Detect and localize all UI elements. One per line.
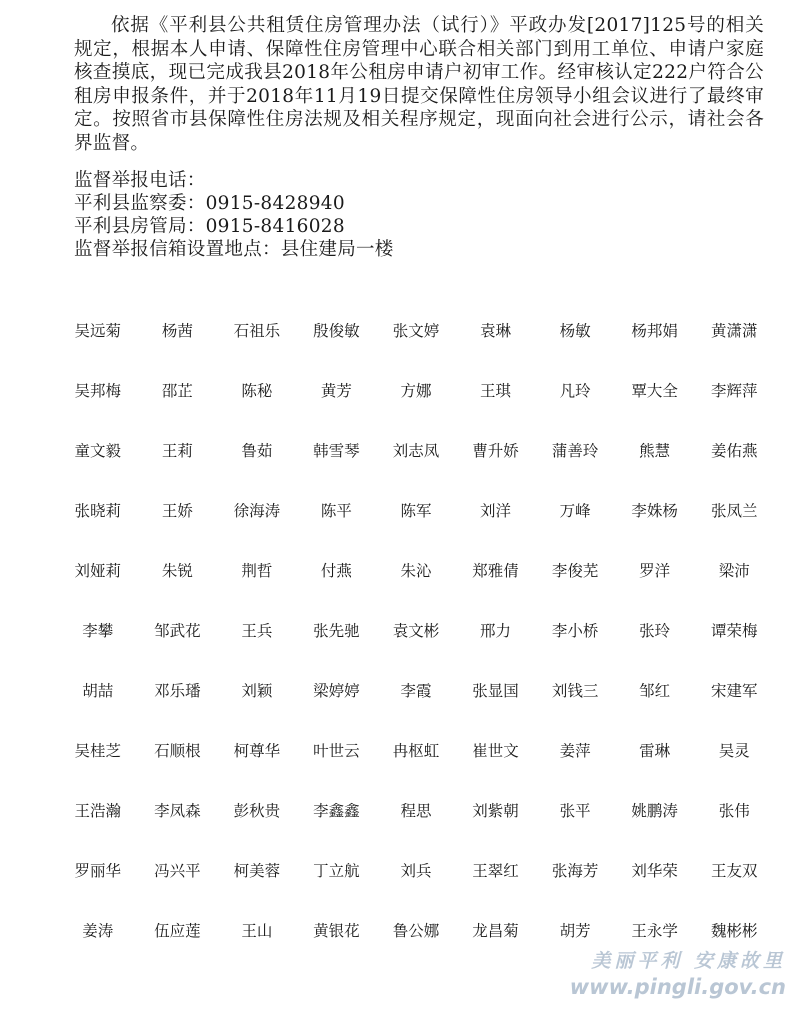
applicant-name: 李俊芜 (551, 562, 599, 580)
applicant-name: 柯尊华 (233, 742, 281, 760)
name-row (58, 673, 774, 733)
applicant-name: 张凤兰 (710, 502, 758, 520)
applicant-name: 李凤森 (154, 802, 201, 820)
applicant-name: 徐海涛 (233, 502, 281, 520)
applicant-name: 付燕 (320, 562, 352, 580)
applicant-name-grid (58, 313, 774, 973)
applicant-name: 梁婷婷 (313, 682, 360, 700)
applicant-name: 张显国 (472, 682, 519, 700)
applicant-name: 李辉萍 (710, 382, 758, 400)
watermark-url: www.pingli.gov.cn (569, 975, 786, 999)
applicant-name: 殷俊敏 (313, 322, 360, 340)
applicant-name: 胡喆 (82, 682, 114, 700)
applicant-name: 韩雪琴 (313, 442, 360, 460)
name-row (58, 373, 774, 433)
applicant-name: 罗洋 (639, 562, 671, 580)
watermark-slogan: 美丽平利 安康故里 (591, 950, 786, 972)
applicant-name: 王娇 (161, 502, 193, 520)
applicant-name: 袁琳 (480, 322, 512, 340)
applicant-name: 姚鹏涛 (631, 802, 678, 820)
applicant-name: 杨茜 (161, 322, 193, 340)
applicant-name: 张文婷 (392, 322, 440, 340)
applicant-name: 王浩瀚 (74, 802, 122, 820)
applicant-name: 胡芳 (559, 922, 591, 940)
applicant-name: 冉枢虹 (392, 742, 440, 760)
applicant-name: 崔世文 (472, 742, 519, 760)
applicant-name: 万峰 (559, 502, 591, 520)
applicant-name: 王友双 (710, 862, 758, 880)
applicant-name: 谭荣梅 (710, 622, 758, 640)
applicant-name: 王永学 (631, 922, 678, 940)
applicant-name: 陈平 (320, 502, 352, 520)
applicant-name: 郑雅倩 (472, 562, 519, 580)
applicant-name: 邹武花 (154, 622, 201, 640)
applicant-name: 刘兵 (400, 862, 432, 880)
applicant-name: 姜萍 (559, 742, 591, 760)
applicant-name: 丁立航 (313, 862, 360, 880)
applicant-name: 鲁茹 (241, 442, 273, 460)
applicant-name: 覃大全 (631, 382, 678, 400)
notice-paragraph: 依据《平利县公共租赁住房管理办法（试行）》平政办发[2017]125号的相关规定，根据本人申请、保障性住房管理中心联合相关部门到用工单位、申请户家庭核查摸底，现已完成我县2018年公租房申请户初审工作。经审核认定222户符合公租房申报条件，并于2018年11月19日提交保障性住房领导小组会议进行了最终审定。按照省市县保障性住房法规及相关程序规定，现面向社会进行公示，请社会各界监督。 (74, 15, 764, 154)
contact-section (74, 169, 394, 261)
applicant-name: 张晓莉 (74, 502, 122, 520)
name-row (58, 313, 774, 373)
applicant-name: 魏彬彬 (710, 922, 758, 940)
name-row (58, 553, 774, 613)
applicant-name: 黄芳 (320, 382, 352, 400)
applicant-name: 杨敏 (559, 322, 591, 340)
applicant-name: 杨邦娟 (631, 322, 678, 340)
applicant-name: 王莉 (161, 442, 193, 460)
jianchawei-phone: 平利县监察委：0915-8428940 (74, 193, 345, 214)
applicant-name: 刘颖 (241, 682, 273, 700)
applicant-name: 方娜 (400, 382, 432, 400)
applicant-name: 雷琳 (639, 742, 671, 760)
applicant-name: 凡玲 (559, 382, 591, 400)
name-row (58, 613, 774, 673)
applicant-name: 陈军 (400, 502, 432, 520)
applicant-name: 童文毅 (74, 442, 122, 460)
applicant-name: 鲁公娜 (392, 922, 440, 940)
applicant-name: 张海芳 (551, 862, 599, 880)
applicant-name: 刘钱三 (551, 682, 599, 700)
applicant-name: 刘娅莉 (74, 562, 122, 580)
applicant-name: 刘志凤 (392, 442, 440, 460)
applicant-name: 王兵 (241, 622, 273, 640)
applicant-name: 吴桂芝 (74, 742, 122, 760)
applicant-name: 张伟 (718, 802, 750, 820)
applicant-name: 张平 (559, 802, 591, 820)
applicant-name: 荆哲 (241, 562, 273, 580)
applicant-name: 姜佑燕 (710, 442, 758, 460)
applicant-name: 彭秋贵 (233, 802, 281, 820)
applicant-name: 王翠红 (472, 862, 519, 880)
applicant-name: 朱锐 (161, 562, 193, 580)
applicant-name: 罗丽华 (74, 862, 122, 880)
applicant-name: 熊慧 (639, 442, 671, 460)
applicant-name: 吴灵 (718, 742, 750, 760)
name-row (58, 433, 774, 493)
applicant-name: 邓乐璠 (154, 682, 201, 700)
applicant-name: 王山 (241, 922, 273, 940)
applicant-name: 邹红 (639, 682, 671, 700)
applicant-name: 梁沛 (718, 562, 750, 580)
hotline-label: 监督举报电话： (74, 170, 206, 191)
applicant-name: 石祖乐 (233, 322, 281, 340)
applicant-name: 黄潇潇 (710, 322, 758, 340)
applicant-name: 李姝杨 (631, 502, 678, 520)
applicant-name: 陈秘 (241, 382, 273, 400)
name-row (58, 493, 774, 553)
applicant-name: 吴远菊 (74, 322, 122, 340)
applicant-name: 王琪 (480, 382, 512, 400)
applicant-name: 李鑫鑫 (313, 802, 360, 820)
name-row (58, 853, 774, 913)
name-row (58, 733, 774, 793)
applicant-name: 刘洋 (480, 502, 512, 520)
applicant-name: 邢力 (480, 622, 512, 640)
applicant-name: 柯美蓉 (233, 862, 281, 880)
applicant-name: 冯兴平 (154, 862, 201, 880)
applicant-name: 张玲 (639, 622, 671, 640)
applicant-name: 黄银花 (313, 922, 360, 940)
applicant-name: 李霞 (400, 682, 432, 700)
applicant-name: 叶世云 (313, 742, 360, 760)
applicant-name: 宋建军 (710, 682, 758, 700)
applicant-name: 袁文彬 (392, 622, 440, 640)
applicant-name: 程思 (400, 802, 432, 820)
applicant-name: 邵芷 (161, 382, 193, 400)
applicant-name: 吴邦梅 (74, 382, 122, 400)
applicant-name: 曹升娇 (472, 442, 519, 460)
applicant-name: 刘紫朝 (472, 802, 519, 820)
mailbox-location: 监督举报信箱设置地点：县住建局一楼 (74, 239, 394, 260)
applicant-name: 伍应莲 (154, 922, 201, 940)
applicant-name: 蒲善玲 (551, 442, 599, 460)
applicant-name: 李小桥 (551, 622, 599, 640)
applicant-name: 李攀 (82, 622, 114, 640)
applicant-name: 朱沁 (400, 562, 432, 580)
applicant-name: 刘华荣 (631, 862, 678, 880)
name-row (58, 793, 774, 853)
site-watermark (570, 948, 786, 1000)
applicant-name: 石顺根 (154, 742, 201, 760)
applicant-name: 姜涛 (82, 922, 114, 940)
fangguanju-phone: 平利县房管局：0915-8416028 (74, 216, 345, 237)
applicant-name: 龙昌菊 (472, 922, 519, 940)
applicant-name: 张先驰 (313, 622, 360, 640)
